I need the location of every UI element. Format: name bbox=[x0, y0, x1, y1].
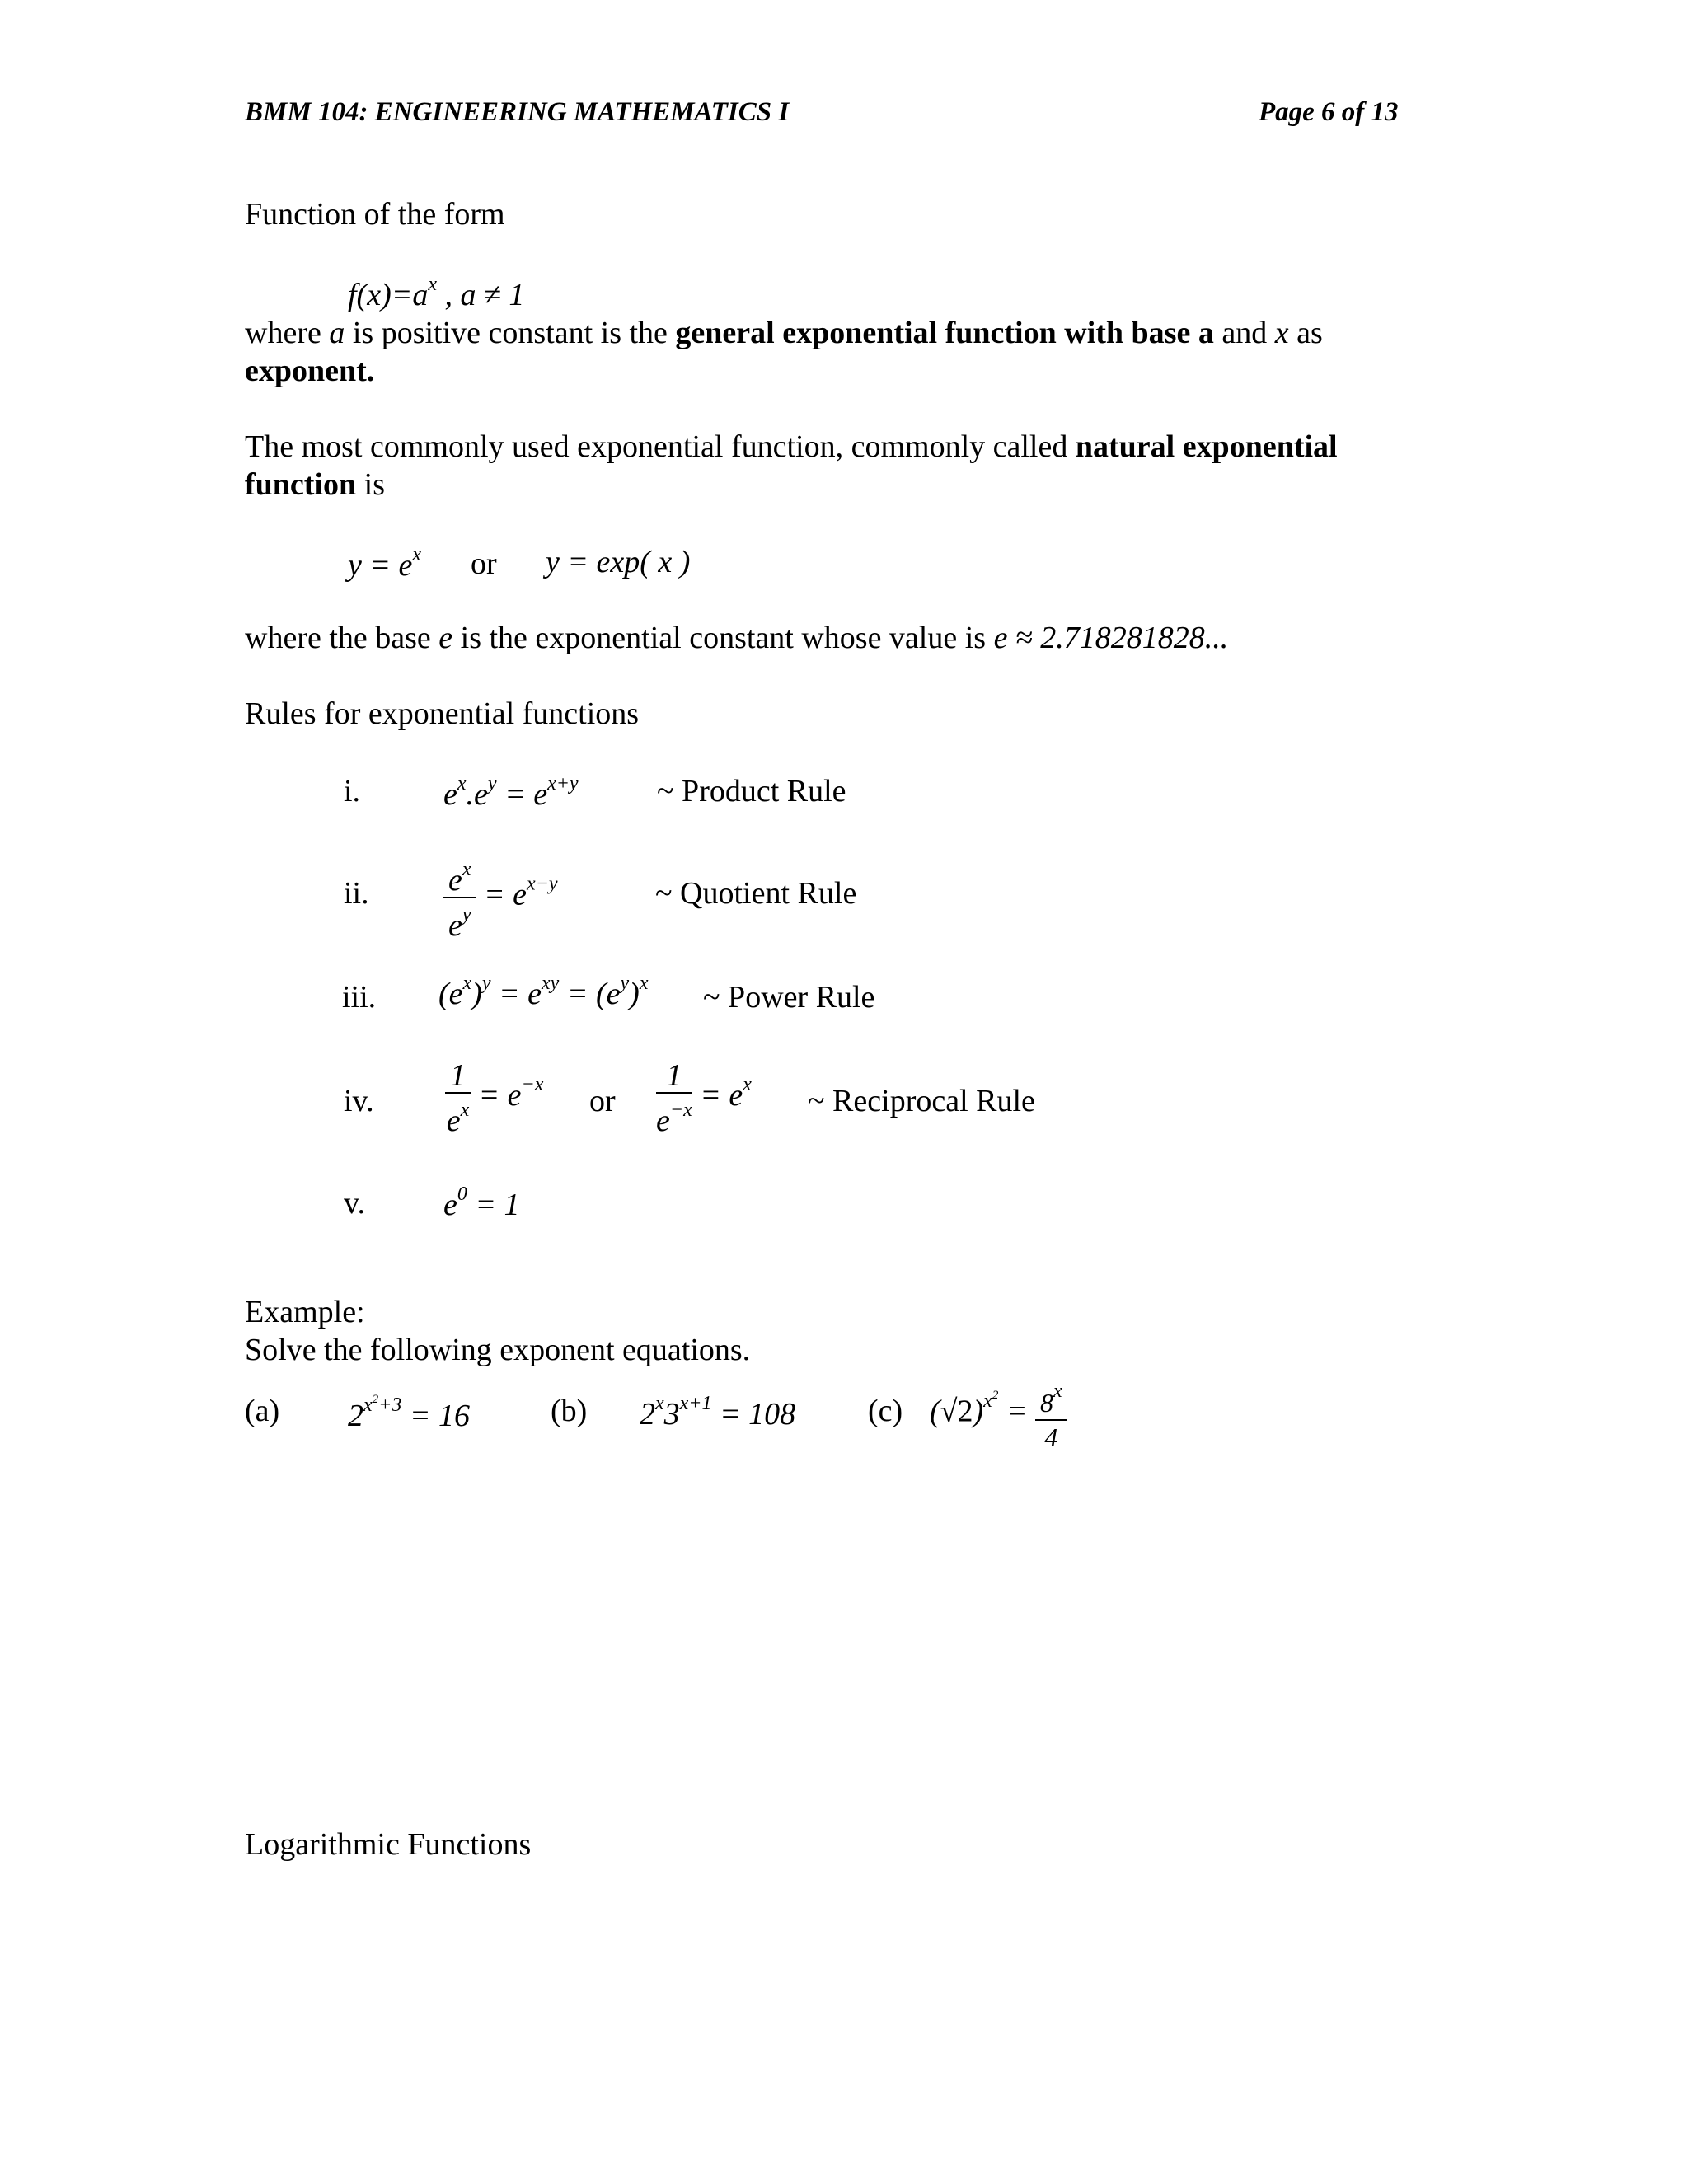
rule-3-name: ~ Power Rule bbox=[703, 980, 875, 1015]
rule-4-formula-a: $\frac{1}{e^x}$ = $e^{-x}$ bbox=[446, 1058, 544, 1138]
rule-2-num: ii. bbox=[344, 876, 369, 911]
rule-4-num: iv. bbox=[344, 1084, 374, 1118]
formula-exp: x bbox=[428, 274, 438, 295]
rule-1-num: i. bbox=[344, 774, 361, 808]
natural-line-2 bbox=[245, 466, 385, 503]
p1-a: where bbox=[245, 316, 330, 350]
example-c-label: (c) bbox=[868, 1394, 903, 1428]
natural-text: The most commonly used exponential function, commonly called bbox=[245, 429, 1076, 464]
rule-4-or: or bbox=[589, 1084, 616, 1118]
eq1-base: y = e bbox=[348, 548, 413, 583]
p1-bold: general exponential function with base a bbox=[675, 316, 1214, 350]
example-c-num: 8 bbox=[1039, 1388, 1053, 1418]
rule-4-name: ~ Reciprocal Rule bbox=[808, 1084, 1035, 1118]
natural-eq-1 bbox=[348, 544, 421, 583]
example-a-equation: $2^{x^2+3} = 16$ bbox=[348, 1393, 471, 1433]
example-a-label: (a) bbox=[245, 1394, 280, 1428]
example-heading: Example: bbox=[245, 1295, 365, 1329]
course-title: BMM 104: ENGINEERING MATHEMATICS I bbox=[245, 97, 790, 127]
rule-1-name: ~ Product Rule bbox=[657, 774, 846, 808]
p1-x: x bbox=[1274, 316, 1289, 350]
formula-fx: f(x) bbox=[348, 278, 392, 312]
example-a-rhs: = 16 bbox=[409, 1399, 471, 1433]
eq1-exp: x bbox=[412, 544, 422, 565]
base-text-b: is the exponential constant whose value is bbox=[452, 621, 994, 655]
rule-3-formula: $(e^x)^y = e^{xy} = (e^y)^x$ bbox=[438, 972, 649, 1011]
page-number: Page 6 of 13 bbox=[1259, 97, 1399, 127]
base-e: e bbox=[438, 621, 453, 655]
rule-5-formula: $e^0 = 1$ bbox=[443, 1183, 520, 1222]
p1-d: as bbox=[1288, 316, 1323, 350]
base-line bbox=[245, 620, 1228, 656]
section-heading-logarithmic: Logarithmic Functions bbox=[245, 1827, 532, 1862]
natural-eq-2: y = exp( x ) bbox=[546, 545, 691, 579]
rule-1-formula: $e^x.e^y = e^{x+y}$ bbox=[443, 773, 579, 812]
rule-4-formula-b: $\frac{1}{e^{-x}}$ = $e^x$ bbox=[656, 1058, 752, 1138]
rule-2-formula: $\frac{e^x}{e^y}$ = $e^{x-y}$ bbox=[443, 853, 558, 942]
example-b-label: (b) bbox=[551, 1394, 588, 1428]
example-c-equation: $(√2)^{x^2}$ = $\frac{8^x}{4}$ bbox=[930, 1375, 1067, 1454]
formula-eq: =a bbox=[391, 278, 429, 312]
formula-cond: , a ≠ 1 bbox=[444, 278, 525, 312]
natural-bold-2: function bbox=[245, 467, 357, 502]
rules-heading: Rules for exponential functions bbox=[245, 696, 640, 731]
example-b-equation: $2^x3^{x+1} = 108$ bbox=[640, 1393, 796, 1432]
rule-3-num: iii. bbox=[342, 980, 377, 1015]
p1-c: and bbox=[1213, 316, 1275, 350]
intro-lead: Function of the form bbox=[245, 197, 505, 232]
definition-line-1 bbox=[245, 315, 1323, 351]
example-instruction: Solve the following exponent equations. bbox=[245, 1333, 751, 1367]
natural-tail: is bbox=[356, 467, 385, 502]
p1-b: is positive constant is the bbox=[345, 316, 676, 350]
example-b-rhs: = 108 bbox=[720, 1397, 796, 1432]
natural-or: or bbox=[471, 546, 497, 581]
definition-line-2: exponent. bbox=[245, 354, 375, 388]
natural-bold: natural exponential bbox=[1075, 429, 1338, 464]
rule-5-num: v. bbox=[344, 1186, 366, 1221]
base-value: e ≈ 2.718281828... bbox=[993, 621, 1229, 655]
general-exp-formula bbox=[348, 274, 524, 313]
rule-2-name: ~ Quotient Rule bbox=[655, 876, 857, 911]
natural-line-1 bbox=[245, 429, 1338, 465]
base-text-a: where the base bbox=[245, 621, 439, 655]
example-c-den: 4 bbox=[1044, 1422, 1058, 1452]
p1-var: a bbox=[329, 316, 345, 350]
